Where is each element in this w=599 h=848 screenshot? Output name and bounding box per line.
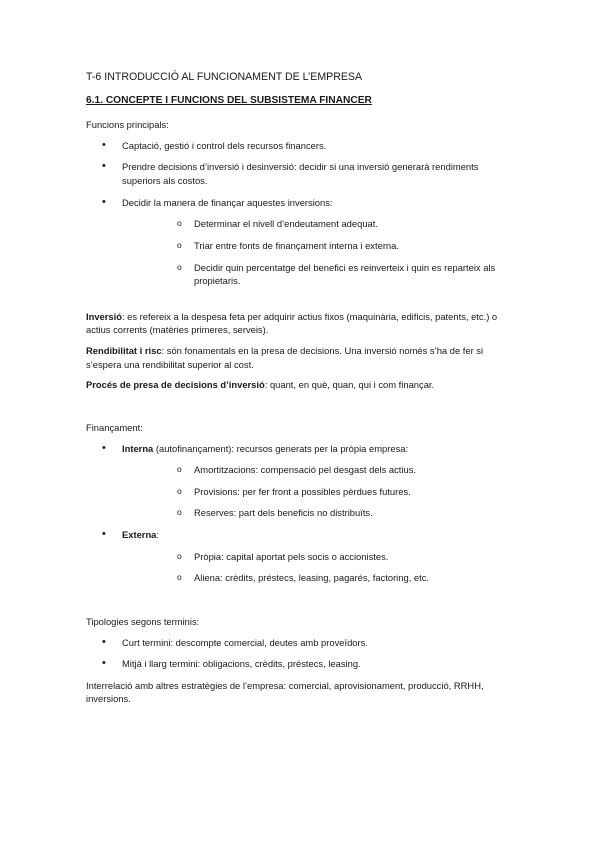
definition-term: Inversió [86, 310, 122, 322]
external-text: : [156, 529, 160, 541]
external-term: Externa [122, 529, 157, 541]
financing-heading: Finançament: [86, 421, 143, 433]
document-title: T-6 INTRODUCCIÓ AL FUNCIONAMENT DE L’EMPRESA [86, 71, 363, 83]
sublist-item: o Reserves: part dels beneficis no distribuïts. [122, 506, 516, 520]
definition-term: Rendibilitat i risc [86, 345, 162, 357]
list-item: • Captació, gestió i control dels recursos financers. [86, 139, 516, 153]
section-heading: 6.1. CONCEPTE I FUNCIONS DEL SUBSISTEMA FINANCER [86, 95, 372, 107]
list-item-text: Decidir la manera de finançar aquestes inversions: [122, 196, 333, 208]
definition-paragraph [86, 310, 516, 337]
internal-sublist [122, 463, 516, 520]
sublist-item: o Provisions: per fer front a possibles pèrdues futures. [122, 485, 516, 499]
financing-decisions-sublist [122, 217, 516, 288]
list-item: • Prendre decisions d’inversió i desinversió: decidir si una inversió generarà rendiments superiors als costos. [86, 160, 516, 187]
internal-text: (autofinançament): recursos generats per la pròpia empresa: [153, 442, 409, 454]
list-item [86, 528, 516, 585]
internal-term: Interna [122, 442, 154, 454]
definition-text: : són fonamentals en la presa de decisions. Una inversió només s’ha de fer si s’espera una rendibilitat superior al cost. [86, 345, 484, 370]
list-item: • Mitjà i llarg termini: obligacions, crèdits, préstecs, leasing. [86, 657, 516, 671]
sublist-item: o Determinar el nivell d’endeutament adequat. [122, 217, 516, 231]
definition-text: : es refereix a la despesa feta per adquirir actius fixos (maquinària, edificis, patents, etc.) o actius corrents (matèries primeres, serveis). [86, 310, 498, 336]
definition-text: : quant, en què, quan, qui i com finançar. [264, 379, 435, 391]
closing-paragraph: Interrelació amb altres estratègies de l’empresa: comercial, aprovisionament, producció, RRHH, inversions. [86, 679, 484, 705]
sublist-item: o Aliena: crèdits, préstecs, leasing, pagarés, factoring, etc. [122, 571, 516, 585]
list-item [86, 442, 516, 521]
external-sublist [122, 550, 516, 585]
terms-heading: Tipologies segons terminis: [86, 615, 200, 627]
list-item: • Curt termini: descompte comercial, deutes amb proveïdors. [86, 636, 516, 650]
terms-list [86, 636, 516, 671]
sublist-item: o Triar entre fonts de finançament interna i externa. [122, 239, 516, 253]
definition-paragraph [86, 378, 516, 392]
functions-heading: Funcions principals: [86, 119, 169, 131]
financing-list [86, 442, 516, 585]
list-item [86, 196, 516, 288]
functions-list [86, 139, 516, 288]
sublist-item: o Amortitzacions: compensació pel desgast dels actius. [122, 463, 516, 477]
sublist-item: o Decidir quin percentatge del benefici es reinverteix i quin es reparteix als propietaris. [122, 261, 516, 288]
document-page [86, 70, 516, 713]
sublist-item: o Pròpia: capital aportat pels socis o accionistes. [122, 550, 516, 564]
definition-paragraph [86, 344, 516, 371]
definition-term: Procés de presa de decisions d’inversió [86, 379, 265, 391]
